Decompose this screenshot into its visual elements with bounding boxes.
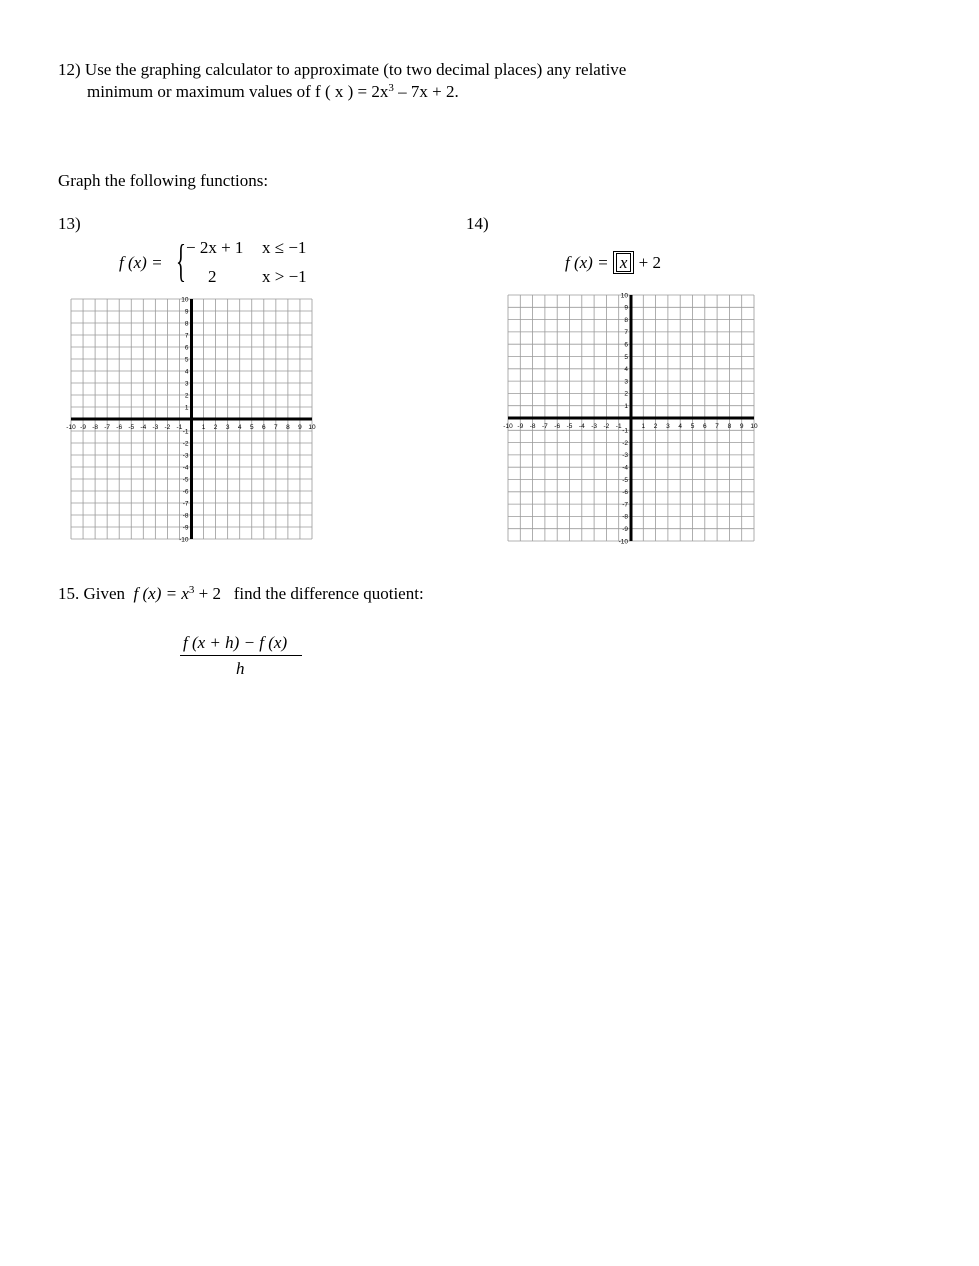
y-tick-label: 7 <box>184 332 189 340</box>
y-tick-label: -6 <box>622 489 628 497</box>
q14-function <box>565 251 661 274</box>
y-tick-label: 10 <box>181 296 189 304</box>
y-tick-label: 8 <box>624 316 628 324</box>
x-tick-label: 5 <box>249 424 254 431</box>
x-tick-label: 8 <box>727 423 732 430</box>
y-tick-label: 3 <box>624 378 628 386</box>
q13-brace: { <box>176 235 186 286</box>
x-tick-label: 1 <box>201 424 206 431</box>
x-tick-label: -9 <box>80 424 86 431</box>
x-tick-label: -10 <box>503 423 513 430</box>
section-heading: Graph the following functions: <box>58 171 269 190</box>
x-tick-label: 9 <box>298 424 302 431</box>
q13-lhs: f (x) = <box>119 253 163 272</box>
y-tick-label: 2 <box>184 392 189 400</box>
x-tick-label: -9 <box>517 423 524 430</box>
y-tick-label: 4 <box>184 368 189 376</box>
x-tick-label: 9 <box>739 423 744 430</box>
y-tick-label: -7 <box>622 501 628 509</box>
y-tick-label: 9 <box>184 308 189 316</box>
y-tick-label: -8 <box>622 513 628 521</box>
x-tick-label: 4 <box>678 423 683 430</box>
y-tick-label: 6 <box>184 344 189 352</box>
y-tick-label: 6 <box>624 341 628 349</box>
coordinate-grid-14[interactable] <box>505 292 759 544</box>
x-tick-label: -1 <box>176 424 183 431</box>
x-tick-label: 3 <box>225 424 230 431</box>
x-tick-label: 8 <box>286 424 290 431</box>
x-tick-label: 2 <box>213 424 218 431</box>
y-tick-label: -10 <box>179 536 189 544</box>
q12-line1: 12) Use the graphing calculator to approximate (to two decimal places) any relative <box>58 60 627 79</box>
q13-case2-expr: 2 <box>208 267 217 286</box>
x-tick-label: 3 <box>666 423 670 430</box>
y-tick-label: -5 <box>622 476 628 484</box>
q13-case1-expr: − 2x + 1 <box>186 238 244 257</box>
y-tick-label: 5 <box>624 353 628 361</box>
x-tick-label: 5 <box>690 423 695 430</box>
coordinate-grid-13[interactable] <box>68 296 316 542</box>
q12-line2-post: – 7x + 2. <box>393 82 459 101</box>
x-tick-label: 10 <box>308 424 316 431</box>
x-tick-label: -7 <box>104 424 111 431</box>
y-tick-label: -1 <box>622 427 628 435</box>
y-tick-label: 3 <box>184 380 189 388</box>
y-tick-label: 1 <box>184 404 189 412</box>
x-tick-label: 2 <box>653 423 658 430</box>
x-tick-label: -3 <box>152 424 159 431</box>
q12-line2 <box>87 82 459 102</box>
y-tick-label: -4 <box>182 464 189 472</box>
x-tick-label: 6 <box>261 424 266 431</box>
x-tick-label: -4 <box>140 424 147 431</box>
q14-lhs: f (x) = <box>565 253 609 272</box>
q15-prompt <box>58 584 424 604</box>
y-tick-label: 1 <box>624 403 628 410</box>
x-tick-label: -6 <box>554 423 561 430</box>
q13-number: 13) <box>58 214 81 233</box>
y-tick-label: 5 <box>184 356 189 364</box>
y-tick-label: -2 <box>622 439 628 447</box>
y-tick-label: -4 <box>622 464 628 472</box>
x-tick-label: -7 <box>542 423 548 430</box>
q12-exponent: 3 <box>388 82 394 94</box>
x-tick-label: -6 <box>116 424 123 431</box>
y-tick-label: 10 <box>620 292 628 300</box>
x-tick-label: 10 <box>750 423 758 430</box>
y-tick-label: 4 <box>624 366 628 374</box>
y-tick-label: 8 <box>184 320 189 328</box>
x-tick-label: -4 <box>578 423 585 430</box>
q15-fraction-bar <box>180 655 302 656</box>
q12-line2-pre: minimum or maximum values of f ( x ) = 2x <box>87 82 389 101</box>
x-tick-label: 7 <box>274 424 278 431</box>
x-tick-label: -5 <box>566 423 573 430</box>
x-tick-label: -5 <box>128 424 135 431</box>
y-tick-label: 2 <box>624 390 628 398</box>
x-tick-label: -1 <box>615 423 622 430</box>
q13-case1-cond: x ≤ −1 <box>262 238 307 257</box>
y-tick-label: -3 <box>622 452 628 460</box>
x-tick-label: -2 <box>603 423 610 430</box>
y-tick-label: -8 <box>182 512 189 520</box>
y-tick-label: -9 <box>622 526 628 533</box>
x-tick-label: -10 <box>66 424 76 431</box>
x-tick-label: -8 <box>529 423 536 430</box>
y-tick-label: -3 <box>182 452 189 460</box>
y-tick-label: -2 <box>182 440 189 448</box>
q13-case2-cond: x > −1 <box>262 267 307 286</box>
x-tick-label: 4 <box>237 424 242 431</box>
y-tick-label: -6 <box>182 488 189 496</box>
y-tick-label: -9 <box>182 524 189 532</box>
y-tick-label: -1 <box>182 428 189 436</box>
q15-func-lhs: f (x) = x <box>133 584 189 603</box>
y-tick-label: -7 <box>182 500 189 508</box>
y-tick-label: 7 <box>624 329 628 337</box>
q14-inner: x <box>616 253 632 272</box>
y-tick-label: -10 <box>618 538 628 546</box>
q15-suffix: find the difference quotient: <box>233 584 424 603</box>
q14-greatest-integer-bracket <box>613 251 635 274</box>
q14-number: 14) <box>466 214 489 233</box>
y-tick-label: -5 <box>182 476 189 484</box>
x-tick-label: -8 <box>92 424 98 431</box>
q15-denominator: h <box>236 659 245 678</box>
x-tick-label: 7 <box>715 423 719 430</box>
x-tick-label: 1 <box>641 423 646 430</box>
y-tick-label: 9 <box>624 304 628 312</box>
q15-numerator: f (x + h) − f (x) <box>183 633 288 652</box>
x-tick-label: 6 <box>702 423 707 430</box>
q15-exponent: 3 <box>188 584 195 596</box>
x-tick-label: -3 <box>591 423 597 430</box>
q15-func-rhs: + 2 <box>194 584 221 603</box>
x-tick-label: -2 <box>164 424 171 431</box>
q15-prefix: 15. Given <box>58 584 126 603</box>
q14-rhs: + 2 <box>638 253 661 272</box>
